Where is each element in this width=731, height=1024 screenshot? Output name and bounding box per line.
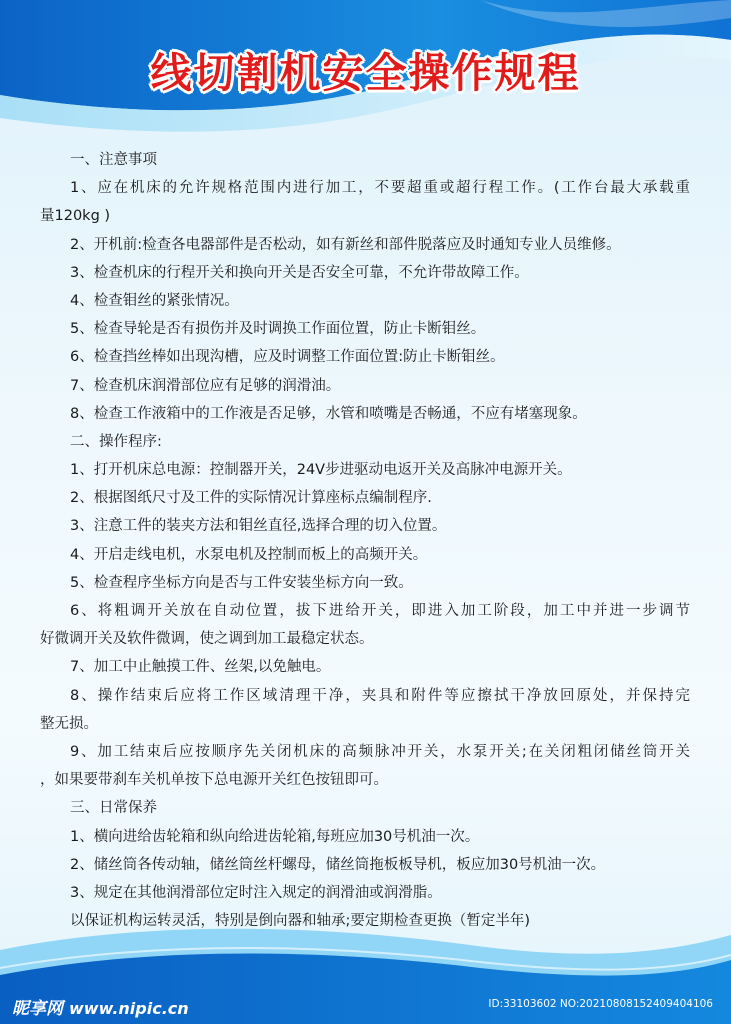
text-line: 8、检查工作液箱中的工作液是否足够，水管和喷嘴是否畅通，不应有堵塞现象。 (70, 405, 587, 422)
text-line: 4、检查钼丝的紧张情况。 (70, 292, 239, 309)
text-line: 7、加工中止触摸工件、丝架,以免触电。 (70, 659, 331, 676)
text-line: 6、将粗调开关放在自动位置，拔下进给开关，即进入加工阶段，加工中并进一步调节 (70, 603, 690, 619)
text-line: 1、应在机床的允许规格范围内进行加工，不要超重或超行程工作。(工作台最大承载重 (70, 180, 690, 197)
text-line: 3、注意工件的装夹方法和钼丝直径,选择合理的切入位置。 (70, 518, 447, 535)
text-line: 5、检查程序坐标方向是否与工件安装坐标方向一致。 (70, 574, 413, 591)
text-line: 4、开启走线电机，水泵电机及控制而板上的高频开关。 (70, 546, 428, 563)
text-line: 8、操作结束后应将工作区域清理干净，夹具和附件等应擦拭干净放回原处，并保持完 (70, 687, 690, 704)
watermark-logo (12, 994, 189, 1019)
text-line: ，如果要带刹车关机单按下总电源开关红色按钮即可。 (40, 772, 388, 789)
text-line: 3、规定在其他润滑部位定时注入规定的润滑油或润滑脂。 (70, 884, 442, 901)
text-line: 以保证机构运转灵活，特别是倒向器和轴承;要定期检查更换（暂定半年) (70, 913, 531, 930)
text-line: 量120kg ) (40, 208, 111, 225)
text-line: 2、储丝筒各传动轴，储丝筒丝杆螺母，储丝筒拖板板导机，板应加30号机油一次。 (70, 856, 606, 873)
page-title: 线切割机安全操作规程 (150, 49, 581, 97)
text-line: 1、打开机床总电源：控制器开关，24V步进驱动电返开关及高脉冲电源开关。 (70, 462, 572, 479)
document-body (40, 146, 690, 935)
watermark-site: www.nipic.cn (69, 999, 189, 1018)
watermark-id: ID:33103602 NO:20210808152409404106 (488, 998, 713, 1010)
text-line: 2、根据图纸尺寸及工件的实际情况计算座标点编制程序. (70, 490, 432, 507)
text-line: 9、加工结束后应按顺序先关闭机床的高频脉冲开关，水泵开关;在关闭粗闭储丝筒开关 (70, 743, 690, 760)
text-line: 7、检查机床润滑部位应有足够的润滑油。 (70, 377, 341, 394)
text-line: 2、开机前:检查各电器部件是否松动，如有新丝和部件脱落应及时通知专业人员维修。 (70, 236, 621, 253)
text-line: 1、横向进给齿轮箱和纵向给进齿轮箱,每班应加30号机油一次。 (70, 828, 480, 845)
section-heading: 二、操作程序: (70, 433, 162, 450)
text-line: 整无损。 (40, 715, 98, 732)
section-heading: 三、日常保养 (70, 800, 157, 817)
text-line: 好微调开关及软件微调，使之调到加工最稳定状态。 (40, 631, 374, 648)
watermark-logo-text: 昵享网 (12, 999, 63, 1019)
section-heading: 一、注意事项 (70, 152, 157, 168)
text-line: 5、检查导轮是否有损伤并及时调换工作面位置，防止卡断钼丝。 (70, 321, 486, 338)
text-line: 6、检查挡丝棒如出现沟槽，应及时调整工作面位置:防止卡断钼丝。 (70, 349, 505, 366)
text-line: 3、检查机床的行程开关和换向开关是否安全可靠，不允许带故障工作。 (70, 264, 529, 281)
